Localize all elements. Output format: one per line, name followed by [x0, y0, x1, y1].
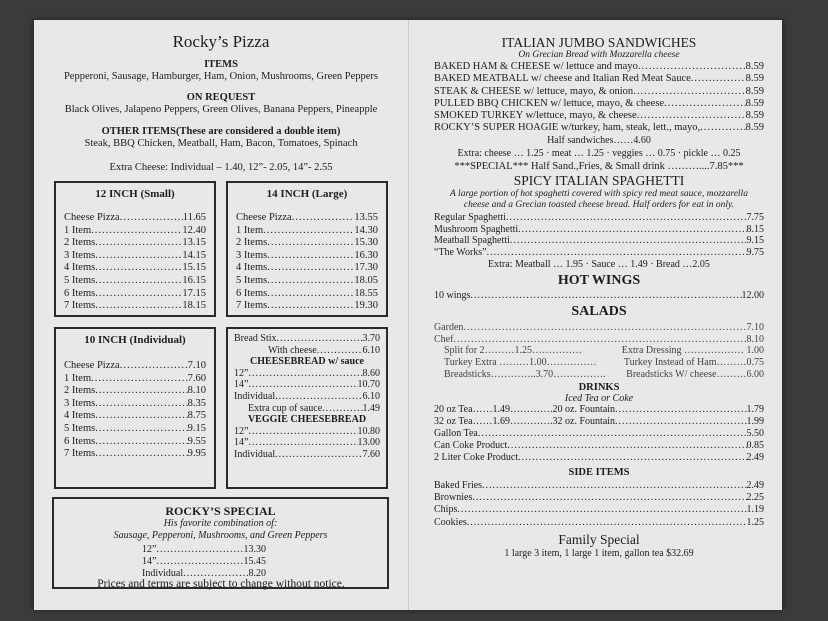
price-row: 1 Item ..... 14.30: [236, 225, 378, 238]
spaghetti-extras: Extra: Meatball … 1.95 · Sauce … 1.49 · Bread …2.05: [488, 258, 710, 270]
price-row: 4 Items ..... 8.75: [64, 410, 206, 423]
price-row: 2 Items ..... 8.10: [64, 385, 206, 398]
menu-row: ROCKY’S SUPER HOAGIE w/turkey, ham, steak, lett., mayo, ..... 8.59: [434, 122, 764, 134]
price-row: 6 Items ..... 17.15: [64, 288, 206, 301]
menu-row: BAKED HAM & CHEESE w/ lettuce and mayo ..... 8.59: [434, 61, 764, 73]
price-row: Extra cup of sauce ..... 1.49: [234, 403, 380, 415]
price-row: 4 Items ..... 15.15: [64, 262, 206, 275]
menu-row: Chef ..... 8.10: [434, 334, 764, 346]
menu-row: Garden ..... 7.10: [434, 322, 764, 334]
restaurant-title: Rocky’s Pizza: [172, 32, 270, 51]
menu-row: Can Coke Product ..... 0.85: [434, 440, 764, 452]
on-request-text: Black Olives, Jalapeno Peppers, Green Olives, Banana Peppers, Pineapple: [64, 104, 378, 115]
special-line1: His favorite combination of:: [163, 518, 278, 529]
price-row: Bread Stix ..... 3.70: [234, 333, 380, 345]
box-bread: [226, 327, 388, 489]
menu-row: 20 oz Tea……1.49………….20 oz. Fountain ..... 1.79: [434, 404, 764, 416]
price-row: Individual ..... 7.60: [234, 449, 380, 461]
price-row: Individual ..... 8.20: [142, 568, 266, 580]
salad-extra-row: Turkey Extra ………1.00…………… Turkey Instead of Ham………0.75: [444, 357, 764, 369]
price-row: 14” ..... 13.00: [234, 437, 380, 449]
price-row: 12” ..... 8.60: [234, 368, 380, 380]
price-row: 14” ..... 10.70: [234, 379, 380, 391]
price-row: 6 Items ..... 9.55: [64, 436, 206, 449]
menu-row: SMOKED TURKEY w/lettuce, mayo, & cheese ..... 8.59: [434, 110, 764, 122]
fold-line: [408, 20, 409, 610]
menu-paper: [34, 20, 782, 610]
price-row: 6 Items ..... 18.55: [236, 288, 378, 301]
footer-note: Prices and terms are subject to change without notice.: [97, 578, 345, 590]
menu-row: STEAK & CHEESE w/ lettuce, mayo, & onion ..... 8.59: [434, 86, 764, 98]
price-row: 12” ..... 13.30: [142, 544, 266, 556]
menu-row: 10 wings ..... 12.00: [434, 290, 764, 302]
price-row: Individual ..... 6.10: [234, 391, 380, 403]
price-row: 2 Items ..... 15.30: [236, 237, 378, 250]
menu-row: Meatball Spaghetti ..... 9.15: [434, 235, 764, 247]
spaghetti-description: A large portion of hot spaghetti covered with spicy red meat sauce, mozzarella cheese and a Grecian toasted cheese bread. Half orders for eat in only.: [450, 188, 748, 210]
box-14-inch: [226, 181, 388, 317]
salad-extra-row: Breadsticks…………..3.70……………. Breadsticks W/ cheese………6.00: [444, 368, 764, 380]
price-row: 3 Items ..... 8.35: [64, 398, 206, 411]
other-items-text: Steak, BBQ Chicken, Meatball, Ham, Bacon, Tomatoes, Spinach: [84, 138, 358, 149]
salad-extra-row: Split for 2………1.25…………… Extra Dressing ……………… 1.00: [444, 345, 764, 357]
price-row: 12” ..... 10.80: [234, 426, 380, 438]
menu-row: Chips ..... 1.19: [434, 504, 764, 516]
spaghetti-title: SPICY ITALIAN SPAGHETTI: [513, 172, 685, 188]
price-row: 1 Item ..... 7.60: [64, 373, 206, 386]
sandwiches-title: ITALIAN JUMBO SANDWICHES: [501, 35, 697, 50]
box-10-inch: [54, 327, 216, 489]
price-row: 7 Items ..... 9.95: [64, 448, 206, 461]
menu-row: 2 Liter Coke Product ..... 2.49: [434, 452, 764, 464]
veggie-heading: VEGGIE CHEESEBREAD: [247, 414, 367, 426]
items-heading: ITEMS: [204, 59, 238, 70]
extra-cheese-text: Extra Cheese: Individual – 1.40, 12”- 2.05, 14”- 2.55: [109, 162, 333, 173]
price-row: 4 Items ..... 17.30: [236, 262, 378, 275]
right-column: [434, 35, 764, 559]
on-request-heading: ON REQUEST: [186, 92, 256, 103]
price-row: 14” ..... 15.45: [142, 556, 266, 568]
price-row: With cheese ..... 6.10: [234, 345, 380, 357]
family-special-text: 1 large 3 item, 1 large 1 item, gallon tea $32.69: [504, 547, 694, 559]
menu-row: Gallon Tea ..... 5.50: [434, 428, 764, 440]
box-10-title: 10 INCH (Individual): [84, 334, 186, 346]
cheesebread-heading: CHEESEBREAD w/ sauce: [250, 356, 364, 368]
price-row: 5 Items ..... 16.15: [64, 275, 206, 288]
price-row: Cheese Pizza ..... 11.65: [64, 212, 206, 225]
price-row: 3 Items ..... 14.15: [64, 250, 206, 263]
menu-row: Cookies ..... 1.25: [434, 517, 764, 529]
special-line2: Sausage, Pepperoni, Mushrooms, and Green Peppers: [113, 530, 328, 541]
menu-row: 32 oz Tea……1.69………….32 oz. Fountain ..... 1.99: [434, 416, 764, 428]
box-14-title: 14 INCH (Large): [266, 188, 348, 200]
sandwich-extras: Extra: cheese … 1.25 · meat … 1.25 · veggies … 0.75 · pickle … 0.25: [457, 147, 741, 159]
box-rockys-special: [52, 497, 389, 589]
items-text: Pepperoni, Sausage, Hamburger, Ham, Onion, Mushrooms, Green Peppers: [63, 71, 379, 82]
price-row: 7 Items ..... 19.30: [236, 300, 378, 313]
price-row: 3 Items ..... 16.30: [236, 250, 378, 263]
menu-row: Brownies ..... 2.25: [434, 492, 764, 504]
price-row: 7 Items ..... 18.15: [64, 300, 206, 313]
salads-title: SALADS: [571, 304, 627, 320]
side-items-title: SIDE ITEMS: [568, 466, 630, 478]
wings-title: HOT WINGS: [557, 272, 641, 288]
menu-row: “The Works” ..... 9.75: [434, 247, 764, 259]
menu-row: Regular Spaghetti ..... 7.75: [434, 212, 764, 224]
price-row: 5 Items ..... 18.05: [236, 275, 378, 288]
other-items-heading: OTHER ITEMS(These are considered a double item): [101, 126, 341, 137]
box-12-title: 12 INCH (Small): [95, 188, 175, 200]
price-row: Cheese Pizza ..... 7.10: [64, 360, 206, 373]
sandwich-special: ***SPECIAL*** Half Sand.,Fries, & Small drink ………....7.85***: [454, 160, 744, 172]
menu-row: BAKED MEATBALL w/ cheese and Italian Red Meat Sauce ..... 8.59: [434, 73, 764, 85]
price-row: 2 Items ..... 13.15: [64, 237, 206, 250]
menu-row: Baked Fries ..... 2.49: [434, 480, 764, 492]
half-sandwiches: Half sandwiches……4.60: [547, 134, 651, 146]
price-row: Cheese Pizza ..... 13.55: [236, 212, 378, 225]
menu-row: Mushroom Spaghetti ..... 8.15: [434, 224, 764, 236]
price-row: 1 Item ..... 12.40: [64, 225, 206, 238]
price-row: 5 Items ..... 9.15: [64, 423, 206, 436]
box-12-inch: [54, 181, 216, 317]
family-special-title: Family Special: [558, 531, 640, 547]
special-title: ROCKY’S SPECIAL: [165, 504, 276, 518]
menu-row: PULLED BBQ CHICKEN w/ lettuce, mayo, & cheese ..... 8.59: [434, 98, 764, 110]
sandwiches-subtitle: On Grecian Bread with Mozzarella cheese: [518, 50, 680, 60]
drinks-title: DRINKS: [578, 382, 620, 394]
drinks-subtitle: Iced Tea or Coke: [564, 393, 634, 405]
